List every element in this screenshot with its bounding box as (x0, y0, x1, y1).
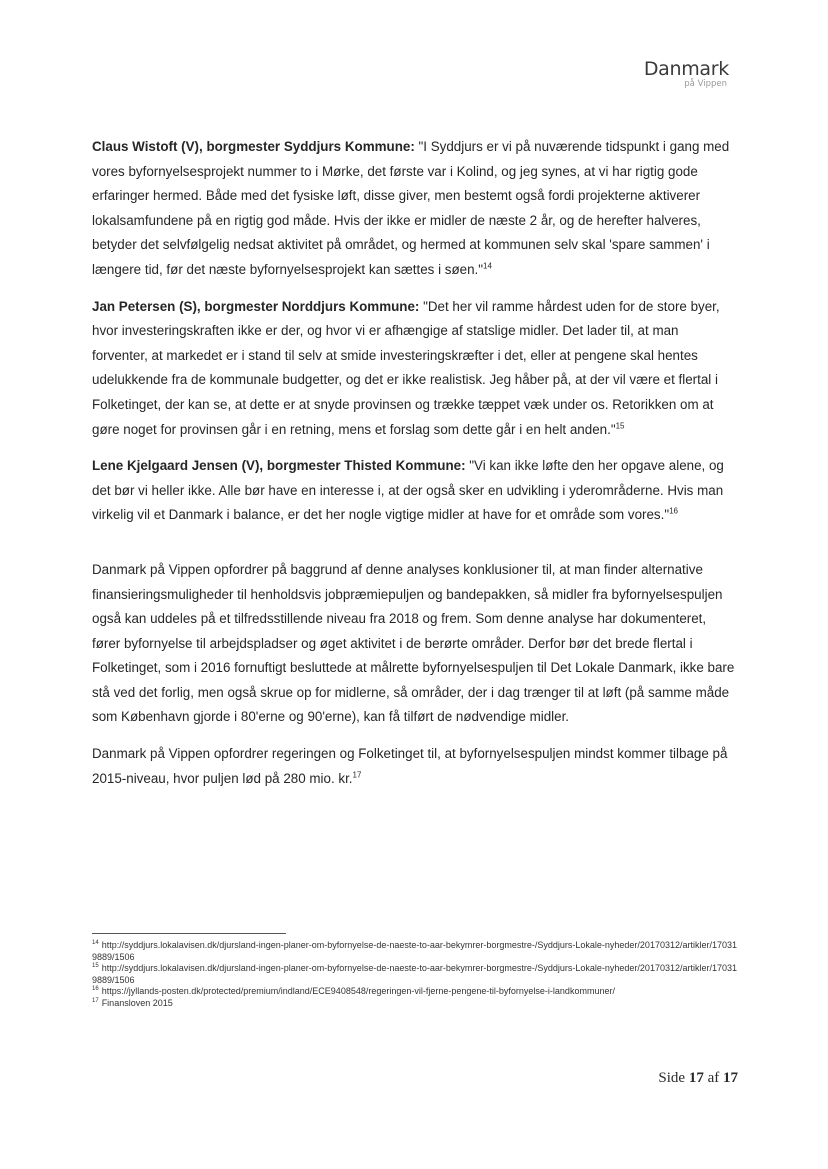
footnote-link[interactable]: https://jyllands-posten.dk/protected/premium/indland/ECE9408548/regeringen-vil-fjerne-pengene-til-byfornyelse-i-landkommuner/ (101, 986, 615, 997)
page-number (658, 1070, 738, 1087)
quote-text: "Vi kan ikke løfte den her opgave alene, og det bør vi heller ikke. Alle bør have en interesse i, at der også sker en udvikling i yderområderne. Hvis man virkelig vil et Danmark i balance, er det her nogle vigtige midler at have for et område som vores." (92, 458, 724, 523)
page-separator: af (707, 1070, 720, 1086)
footnote-number: 16 (92, 986, 99, 993)
danmark-paa-vippen-logo (644, 60, 729, 89)
page-total: 17 (723, 1070, 738, 1086)
footnote-item (92, 963, 738, 986)
footnote-divider (92, 933, 286, 934)
footnote-link[interactable]: http://syddjurs.lokalavisen.dk/djursland-ingen-planer-om-byfornyelse-de-naeste-to-aar-bekymrer-borgmestre-/Syddjurs-Lokale-nyheder/20170312/artikler/170319889/1506 (92, 963, 738, 985)
footnote-number: 14 (92, 940, 99, 946)
page-current: 17 (688, 1070, 704, 1086)
quote-text: "Det her vil ramme hårdest uden for de store byer, hvor investeringskraften ikke er der, og hvor vi er afhængige af statslige midler. Det lader til, at man forventer, at markedet er i stand til selv at smide investeringskræfter i det, eller at pengene skal hentes udelukkende fra de kommunale budgetter, og det er ikke realistisk. Jeg håber på, at der vil være et flertal i Folketinget, der kan se, at dette er at snyde provinsen og trække tæppet væk under os. Retorikken om at gøre noget for provinsen går i en retning, mens et forslag som dette går i en helt anden." (92, 298, 720, 437)
body-paragraph (92, 558, 738, 730)
quote-paragraph (92, 135, 738, 283)
logo-main-text: Danmark (643, 58, 729, 80)
quote-text: "I Syddjurs er vi på nuværende tidspunkt i gang med vores byfornyelsesprojekt nummer to i Mørke, det første var i Kolind, og jeg synes, at vi har rigtig gode erfaringer hermed. Både med det fysiske løft, disse giver, men bestemt også fordi projekterne aktiverer lokalsamfundene på en rigtig god måde. Hvis der ikke er midler de næste 2 år, og de herefter halveres, betyder det selvfølgelig nedsat aktivitet på området, og hermed at kommunen selv skal 'spare sammen' i længere tid, før det næste byfornyelsesprojekt kan sættes i søen." (92, 139, 730, 277)
main-content (92, 135, 738, 803)
footnote-item (92, 940, 738, 963)
body-text: Danmark på Vippen opfordrer regeringen og Folketinget til, at byfornyelsespuljen mindst kommer tilbage på 2015-niveau, hvor puljen lød på 280 mio. kr. (92, 746, 728, 786)
footnote-text: Finansloven 2015 (101, 997, 173, 1008)
quote-speaker: Lene Kjelgaard Jensen (V), borgmester Thisted Kommune: (92, 458, 466, 474)
footnote-number: 17 (92, 997, 99, 1004)
body-paragraph (92, 742, 738, 791)
body-text: Danmark på Vippen opfordrer på baggrund af denne analyses konklusioner til, at man finder alternative finansieringsmuligheder til henholdsvis jobpræmiepuljen og bandepakken, så midler fra byfornyelsespuljen også kan uddeles på et tilfredsstillende niveau fra 2018 og frem. Som denne analyse har dokumenteret, fører byfornyelse til arbejdspladser og øget aktivitet i de berørte områder. Derfor bør det brede flertal i Folketinget, som i 2016 fornuftigt besluttede at målrette byfornyelsespuljen til Det Lokale Danmark, ikke bare stå ved det forlig, men også skrue op for midlerne, så områder, der i dag trænger til at løft (på samme måde som København gjorde i 80'erne og 90'erne), kan få tilført de nødvendige midler. (92, 561, 735, 725)
footnote-link[interactable]: http://syddjurs.lokalavisen.dk/djursland-ingen-planer-om-byfornyelse-de-naeste-to-aar-bekymrer-borgmestre-/Syddjurs-Lokale-nyheder/20170312/artikler/170319889/1506 (92, 940, 738, 962)
footnote-item (92, 998, 738, 1010)
footnotes (92, 940, 738, 1010)
quote-paragraph (92, 454, 738, 528)
page-prefix: Side (658, 1070, 686, 1086)
footnote-ref: 15 (615, 421, 625, 431)
footnote-ref: 14 (483, 261, 492, 271)
quote-speaker: Jan Petersen (S), borgmester Norddjurs Kommune: (92, 298, 420, 314)
footnote-number: 15 (92, 963, 99, 970)
footnote-ref: 16 (669, 506, 678, 516)
logo-sub-text: på Vippen (684, 79, 727, 89)
quote-speaker: Claus Wistoft (V), borgmester Syddjurs Kommune: (92, 139, 415, 154)
footnote-item (92, 986, 738, 998)
quote-paragraph (92, 295, 738, 443)
footnote-ref: 17 (352, 770, 362, 780)
